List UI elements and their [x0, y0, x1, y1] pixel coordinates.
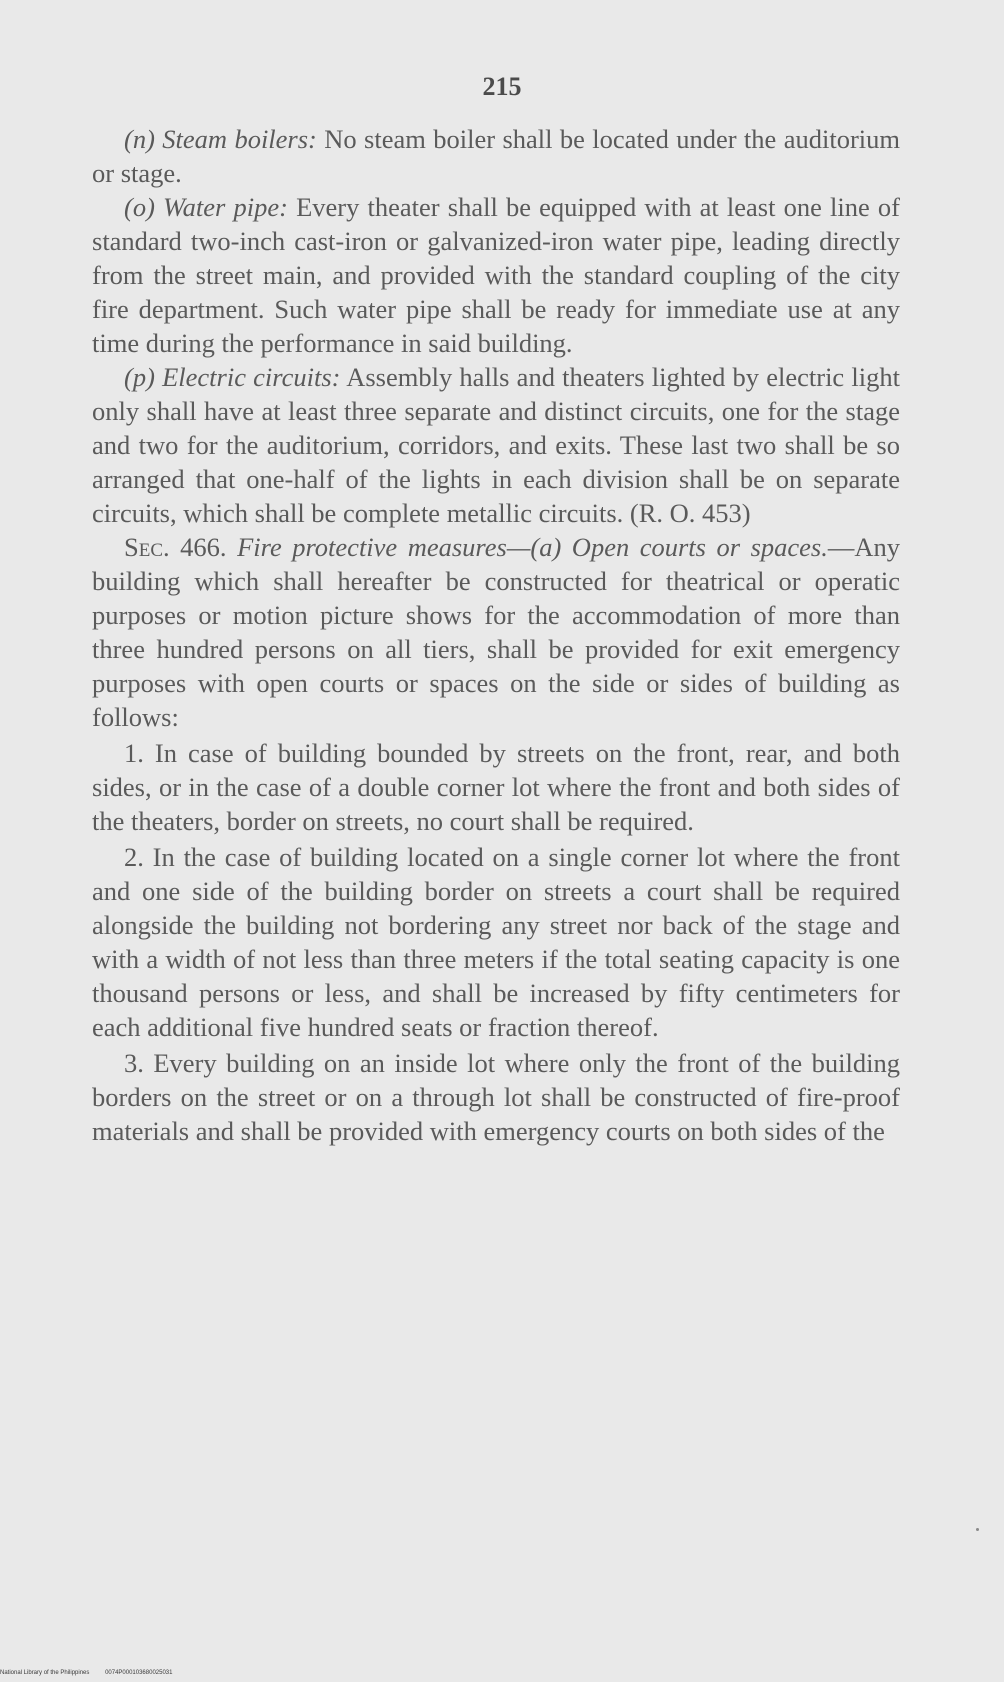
- section-466: [92, 530, 900, 734]
- page-number: 215: [482, 72, 522, 101]
- footer-id: 0074P000103680025031: [105, 1670, 173, 1676]
- paragraph-text: Every theater shall be equipped with at least one line of standard two-inch cast-iron or galvanized-iron water pipe, leading directly from the street main, and provided with the standard coupling of the city fire department. Such water pipe shall be ready for immediate use at any time during the performance in said building.: [92, 192, 900, 358]
- list-item-1: 1. In case of building bounded by streets on the front, rear, and both sides, or in the case of a double corner lot where the front and both sides of the theaters, border on streets, no court shall be required.: [92, 738, 900, 836]
- paragraph-label: (p) Electric circuits:: [124, 362, 341, 392]
- paragraph-water-pipe: [92, 190, 900, 360]
- footer-library: National Library of the Philippines: [0, 1670, 90, 1676]
- section-number: Sec. 466.: [124, 532, 227, 562]
- scan-footer: [0, 1670, 186, 1676]
- list-item-2: 2. In the case of building located on a single corner lot where the front and one side of the building border on streets a court shall be required alongside the building not bordering any street nor back of the stage and with a width of not less than three meters if the total seating capacity is one thousand persons or less, and shall be increased by fifty centimeters for each additional five hundred seats or fraction thereof.: [92, 842, 900, 1042]
- paragraph-label: (o) Water pipe:: [124, 192, 288, 222]
- paragraph-electric-circuits: [92, 360, 900, 530]
- list-item-3: 3. Every building on an inside lot where only the front of the building borders on the street or on a through lot shall be constructed of fire-proof materials and shall be provided with emergency courts on both sides of the: [92, 1048, 900, 1146]
- scan-speck: [976, 1528, 979, 1531]
- section-text: —Any building which shall hereafter be constructed for theatrical or operatic purposes or motion picture shows for the accommodation of more than three hundred persons on all tiers, shall be provided for exit emergency purposes with open courts or spaces on the side or sides of building as follows:: [92, 532, 900, 732]
- paragraph-label: (n) Steam boilers:: [124, 124, 317, 154]
- body-text: [92, 122, 900, 1148]
- section-heading: Fire protective measures—(a) Open courts or spaces.: [226, 532, 828, 562]
- paragraph-steam-boilers: [92, 122, 900, 190]
- paragraph-text: No steam boiler shall be located under the auditorium or stage.: [92, 124, 900, 188]
- paragraph-text: Assembly halls and theaters lighted by electric light only shall have at least three separate and distinct circuits, one for the stage and two for the auditorium, corridors, and exits. These last two shall be so arranged that one-half of the lights in each division shall be on separate circuits, which shall be complete metallic circuits. (R. O. 453): [92, 362, 900, 528]
